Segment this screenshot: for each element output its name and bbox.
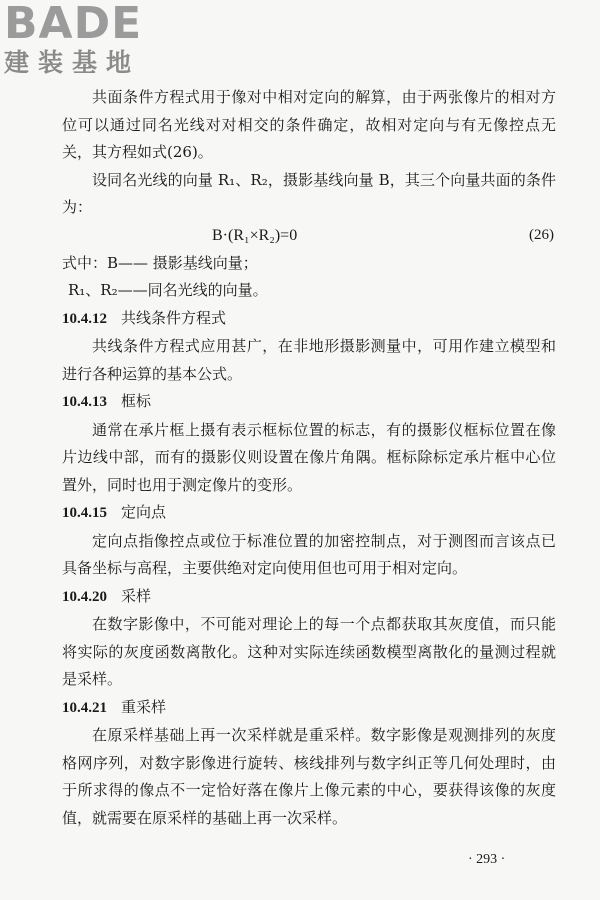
page-number: · 293 ·: [468, 852, 506, 867]
section-heading: [62, 499, 556, 528]
vector-definition-paragraph: 设同名光线的向量 R₁、R₂，摄影基线向量 B，其三个向量共面的条件为：: [62, 170, 556, 216]
intro-paragraph: 共面条件方程式用于像对中相对定向的解算，由于两张像片的相对方位可以通过同名光线对对相交的条件确定，故相对定向与有无像控点无关，其方程如式(26)。: [62, 88, 556, 161]
section-title: 共线条件方程式: [121, 308, 227, 327]
section-text: 在原采样基础上再一次采样就是重采样。数字影像是观测排列的灰度格网序列，对数字影像进行旋转、核线排列与数字纠正等几何处理时，由于所求得的像点不一定恰好落在像片上像元素的中心，要获得该像的灰度值，就需要在原采样的基础上再一次采样。: [62, 726, 556, 827]
section-heading: [62, 305, 556, 334]
section-heading: [62, 583, 556, 612]
section-heading: [62, 694, 556, 723]
formula-line: [62, 222, 556, 250]
section-number: 10.4.13: [62, 394, 107, 410]
logo: [4, 2, 174, 78]
section-text: 共线条件方程式应用甚广，在非地形摄影测量中，可用作建立模型和进行各种运算的基本公式。: [62, 337, 556, 383]
section-title: 定向点: [121, 503, 167, 521]
section-title: 重采样: [121, 697, 167, 716]
section-number: 10.4.15: [62, 505, 107, 521]
section-10-4-12: [62, 305, 556, 389]
section-heading: [62, 388, 556, 417]
formula-definition-r: R₁、R₂——同名光线的向量。: [68, 281, 268, 299]
section-10-4-13: [62, 388, 556, 499]
section-title: 采样: [121, 586, 152, 605]
section-10-4-15: [62, 499, 556, 583]
section-number: 10.4.21: [62, 699, 107, 716]
section-text: 定向点指像控点或位于标准位置的加密控制点，对于测图而言该点已具备坐标与高程，主要供绝对定向使用但也可用于相对定向。: [62, 531, 556, 577]
section-number: 10.4.12: [62, 310, 107, 327]
coplanarity-formula: B·(R₁×R₂)=0: [212, 226, 298, 244]
page-body: [62, 84, 556, 832]
section-text: 在数字影像中，不可能对理论上的每一个点都获取其灰度值，而只能将实际的灰度函数离散化。这种对实际连续函数模型离散化的量测过程就是采样。: [62, 615, 556, 688]
logo-wordmark: BADE: [4, 0, 143, 49]
section-text: 通常在承片框上摄有表示框标位置的标志，有的摄影仪框标位置在像片边线中部，而有的摄影仪则设置在像片角隅。框标除标定承片框中心位置外，同时也用于测定像片的变形。: [62, 420, 556, 494]
equation-number: (26): [529, 226, 554, 243]
section-10-4-20: [62, 583, 556, 694]
section-number: 10.4.20: [62, 588, 107, 605]
section-title: 框标: [121, 392, 152, 410]
section-10-4-21: [62, 694, 556, 833]
formula-definition-b: 式中：B—— 摄影基线向量；: [62, 253, 258, 272]
logo-subtitle: 建装基地: [4, 48, 141, 77]
